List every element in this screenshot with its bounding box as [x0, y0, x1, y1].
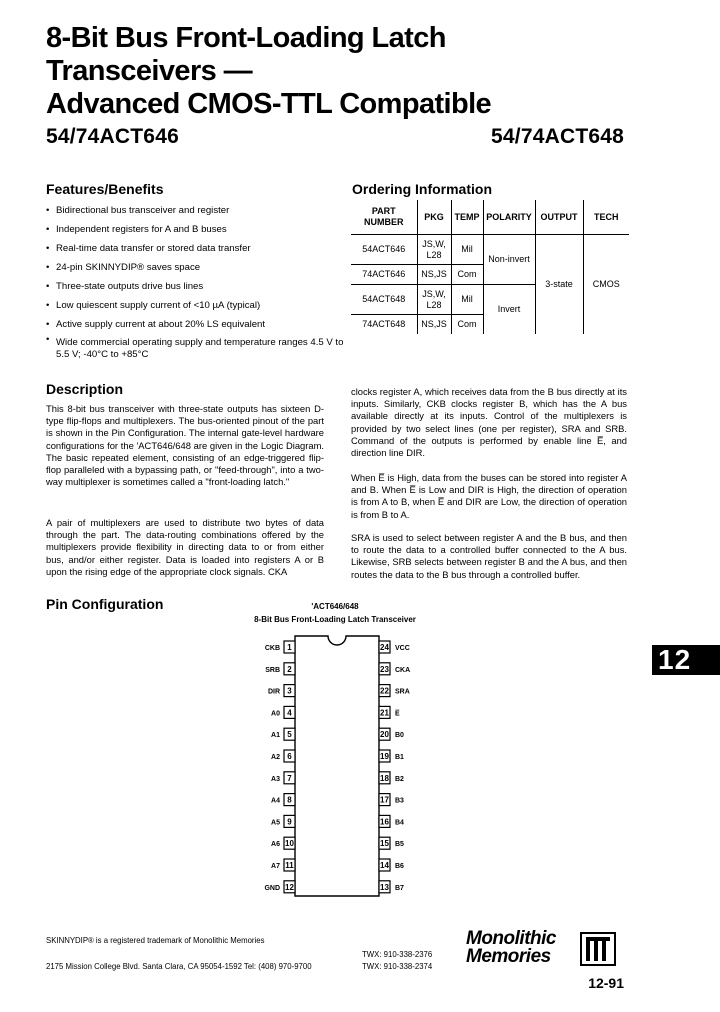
page-number: 12-91: [588, 975, 624, 991]
mmi-logo-mark: [580, 932, 616, 966]
section-tab: 12: [652, 645, 720, 675]
col-header-pkg: PKG: [417, 200, 451, 235]
pin-number: 14: [380, 861, 389, 870]
pin-number: 20: [380, 730, 389, 740]
pin-number: 8: [287, 795, 292, 805]
pin-number: 12: [285, 882, 294, 892]
list-item: • Real-time data transfer or stored data transfer: [46, 239, 346, 258]
dip-package-diagram: [240, 630, 430, 910]
description-right-p1: clocks register A, which receives data from the B bus directly at its inputs. Similarly, CKB clocks register B, which has the A bus available directly at its inputs. Control of the multiplexers is provided by two select lines (one per register), SRA and SRB. Command of the outputs is performed by enable line E̅, and direction line DIR.: [351, 386, 627, 459]
pin-label: E̅: [395, 710, 400, 718]
pin-config-caption: [200, 600, 470, 626]
description-heading: Description: [46, 381, 124, 397]
pin-label: GND: [264, 884, 280, 892]
list-item: • Bidirectional bus transceiver and register: [46, 201, 346, 220]
logo-line-2: Memories: [466, 946, 551, 967]
logo-line-1: Monolithic: [466, 928, 556, 949]
pin-number: 1: [287, 643, 292, 652]
col-header-temp: TEMP: [451, 200, 483, 235]
pin-label: CKB: [264, 645, 280, 652]
trademark-note: SKINNYDIP® is a registered trademark of Monolithic Memories: [46, 936, 265, 945]
cell-polarity-invert: Invert: [483, 285, 535, 335]
cell-output: 3-state: [535, 235, 583, 335]
list-item: • Three-state outputs drive bus lines: [46, 277, 346, 296]
pin-number: 23: [380, 664, 389, 674]
caption-part: 'ACT646/648: [311, 602, 359, 611]
left-pin-column: [264, 641, 295, 893]
pin-number: 2: [287, 664, 292, 674]
pin-label: A5: [271, 819, 280, 827]
cell-temp: Mil: [451, 285, 483, 315]
cell-pkg: JS,W, L28: [417, 235, 451, 265]
twx-number-1: TWX: 910-338-2376: [362, 950, 433, 959]
cell-pkg: NS,JS: [417, 265, 451, 285]
pin-label: B2: [395, 775, 404, 783]
company-address: 2175 Mission College Blvd. Santa Clara, CA 95054-1592 Tel: (408) 970-9700: [46, 962, 312, 971]
list-item: • Wide commercial operating supply and temperature ranges 4.5 V to 5.5 V; -40°C to +85°C: [46, 334, 346, 361]
pin-label: B1: [395, 754, 404, 761]
twx-number-2: TWX: 910-338-2374: [362, 962, 433, 971]
cell-tech: CMOS: [583, 235, 629, 335]
pin-number: 15: [380, 839, 389, 849]
cell-part: 74ACT646: [351, 265, 417, 285]
features-heading: Features/Benefits: [46, 181, 164, 197]
list-item: • Low quiescent supply current of <10 µA (typical): [46, 296, 346, 315]
title-line-1: 8-Bit Bus Front-Loading Latch: [46, 22, 446, 54]
pin-label: A4: [271, 797, 280, 805]
document-title: [46, 22, 491, 121]
company-logo-text: [466, 930, 556, 966]
cell-pkg: JS,W, L28: [417, 285, 451, 315]
description-left-p2: A pair of multiplexers are used to distribute two bytes of data through the part. The data-routing combinations offered by the multiplexers provide flexibility in directing data to or from either bus, and/or either register. Data is loaded into registers A or B upon the rising edge of the appropriate clock signals. CKA: [46, 517, 324, 577]
pin-label: A6: [271, 841, 280, 849]
pin-label: A0: [271, 710, 280, 718]
table-row: [351, 235, 629, 265]
part-number-right: 54/74ACT648: [491, 125, 624, 148]
title-line-3: Advanced CMOS-TTL Compatible: [46, 88, 492, 120]
pin-number: 21: [380, 708, 389, 718]
cell-polarity-noninvert: Non-invert: [483, 235, 535, 285]
pin-label: A7: [271, 863, 280, 870]
pin-label: DIR: [267, 688, 280, 696]
pin-number: 17: [380, 795, 389, 805]
part-number-left: 54/74ACT646: [46, 125, 179, 148]
caption-desc: 8-Bit Bus Front-Loading Latch Transceiver: [254, 615, 416, 624]
pin-label: A2: [271, 754, 280, 761]
col-header-tech: TECH: [583, 200, 629, 235]
pin-number: 13: [380, 882, 389, 892]
pin-label: VCC: [395, 645, 410, 652]
pin-label: SRB: [265, 666, 280, 674]
list-item: • Independent registers for A and B buses: [46, 220, 346, 239]
cell-part: 74ACT648: [362, 319, 406, 329]
pin-number: 5: [287, 730, 292, 740]
list-item: • Active supply current at about 20% LS equivalent: [46, 315, 346, 334]
col-header-part: PART NUMBER: [351, 200, 417, 235]
pin-number: 3: [287, 686, 292, 696]
description-left-p1: This 8-bit bus transceiver with three-state outputs has sixteen D-type flip-flops and multiplexers. The bus-oriented pinout of the part is shown in the Pin Configuration. The internal gate-level hardware configurations for the 'ACT646/648 are given in the Logic Diagram. The basic repeated element, consisting of an edge-triggered flip-flop paralleled with a bypassing path, or "feed-through", into a two-way multiplexer is sometimes called a "front-loading latch.": [46, 403, 324, 488]
pin-label: CKA: [395, 666, 411, 674]
pin-number: 22: [380, 686, 389, 696]
pin-number: 9: [287, 817, 292, 827]
pin-number: 4: [287, 708, 292, 718]
pin-number: 6: [287, 752, 292, 761]
pin-number: 18: [380, 773, 389, 783]
pin-label: B6: [395, 863, 404, 870]
cell-temp: Com: [451, 265, 483, 285]
cell-temp: Com: [451, 315, 483, 335]
pin-label: A3: [271, 775, 280, 783]
right-pin-column: [379, 641, 410, 893]
description-right-p2: When E̅ is High, data from the buses can be stored into register A and B. When E̅ is Low and DIR is High, the direction of operation is from A to B, when E̅ and DIR are Low, the direction of operation is from B to A.: [351, 472, 627, 520]
pin-label: B4: [395, 819, 404, 827]
list-item: • 24-pin SKINNYDIP® saves space: [46, 258, 346, 277]
pin-number: 7: [287, 773, 292, 783]
cell-part: 54ACT646: [351, 235, 417, 265]
pin-config-heading: Pin Configuration: [46, 596, 164, 612]
features-list: [46, 201, 346, 361]
col-header-polarity: POLARITY: [483, 200, 535, 235]
pin-label: B7: [395, 884, 404, 892]
pin-label: B3: [395, 797, 404, 805]
pin-number: 16: [380, 817, 389, 827]
col-header-output: OUTPUT: [535, 200, 583, 235]
pin-label: A1: [271, 732, 280, 740]
ordering-table: [351, 200, 629, 334]
pin-number: 10: [285, 839, 294, 849]
pin-label: B0: [395, 732, 404, 740]
ordering-heading: Ordering Information: [352, 181, 492, 197]
cell-pkg: NS,JS: [417, 315, 451, 335]
title-line-2: Transceivers —: [46, 55, 253, 87]
table-header-row: [351, 200, 629, 235]
cell-temp: Mil: [451, 235, 483, 265]
description-right-p3: SRA is used to select between register A and the B bus, and then to route the data to a controlled buffer connected to the A bus. Likewise, SRB selects between register B and the A bus, and then routes the data to the B bus through a controlled buffer.: [351, 532, 627, 580]
pin-number: 24: [380, 643, 389, 652]
pin-label: B5: [395, 841, 404, 849]
pin-number: 19: [380, 752, 389, 761]
cell-part: 54ACT648: [351, 285, 417, 315]
pin-label: SRA: [395, 688, 410, 696]
pin-number: 11: [285, 861, 294, 870]
chip-body: [295, 636, 379, 896]
